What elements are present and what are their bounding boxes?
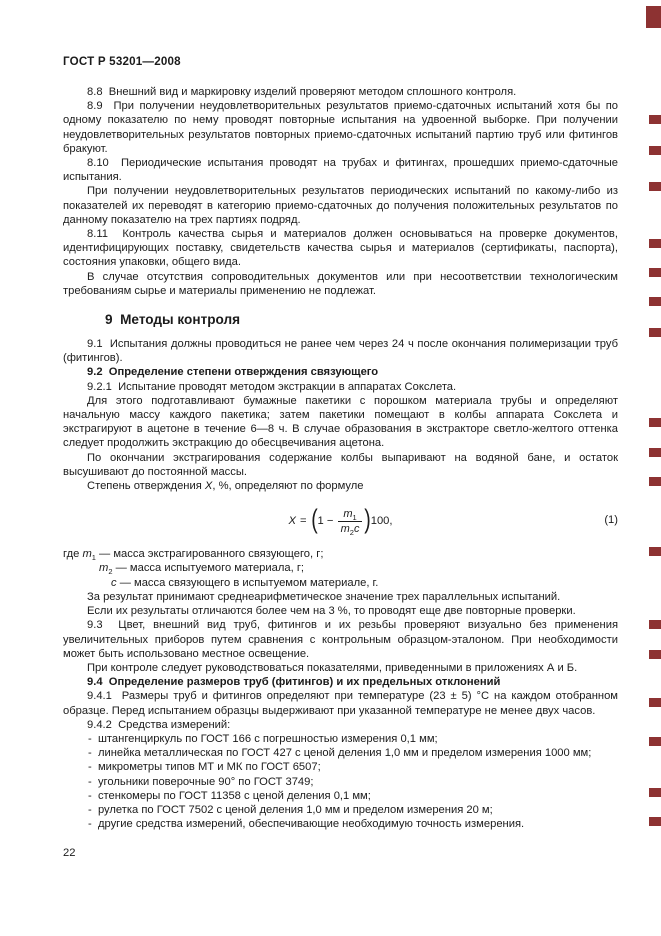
- list-item: - штангенциркуль по ГОСТ 166 с погрешностью измерения 0,1 мм;: [88, 732, 438, 745]
- margin-mark: [649, 620, 661, 629]
- paragraph: При контроле следует руководствоваться показателями, приведенными в приложениях А и Б.: [87, 661, 578, 674]
- formula-expression: [288, 506, 392, 536]
- variable-symbol: m: [99, 562, 109, 575]
- paragraph: 9.3 Цвет, внешний вид труб, фитингов и их резьбы проверяют визуально без применения увеличительных приборов путем сравнения с контрольным образцом-эталоном. При необходимости может быть использовано местное освещение.: [63, 619, 618, 660]
- equation-number: (1): [604, 514, 618, 527]
- paragraph: При получении неудовлетворительных результатов периодических испытаний по какому-либо из показателей их переводят в категорию приемо-сдаточных до получения положительных результатов по данному показателю на трех партиях подряд.: [63, 185, 618, 226]
- formula-lhs: X: [288, 515, 296, 528]
- paragraph: В случае отсутствия сопроводительных документов или при несоответствии технологическим требованиям сырье и материалы применению не подлежат.: [63, 270, 618, 297]
- page-number: 22: [63, 847, 76, 859]
- margin-mark: [649, 115, 661, 124]
- margin-mark: [649, 698, 661, 707]
- variable-symbol: m: [82, 548, 92, 561]
- text-run: — масса экстрагированного связующего, г;: [95, 548, 324, 561]
- paragraph: [63, 479, 618, 493]
- margin-mark: [649, 297, 661, 306]
- paragraph: 9.2.1 Испытание проводят методом экстракции в аппаратах Сокслета.: [87, 380, 457, 393]
- margin-mark: [649, 268, 661, 277]
- margin-mark: [649, 239, 661, 248]
- formula-block: [63, 503, 618, 539]
- paragraph: 8.10 Периодические испытания проводят на трубах и фитингах, прошедших приемо-сдаточные испытания.: [63, 157, 618, 184]
- section-heading: 9 Методы контроля: [105, 312, 241, 328]
- paragraph: 9.4.2 Средства измерений:: [87, 718, 231, 731]
- paragraph: Для этого подготавливают бумажные пакетики с порошком материала трубы и определяют начальную массу каждого пакетика; затем пакетики помещают в колбы аппарата Сокслета и экстрагируют в ацетоне в течение 6—8 ч. В случае образования в экстракторе светло-желтого оттенка следует продолжить экстракцию до обесцвечивания ацетона.: [63, 394, 618, 450]
- legend-line: [63, 547, 618, 561]
- formula-factor: 100,: [370, 515, 393, 528]
- variable-symbol: m: [343, 507, 353, 520]
- variable-subscript: 1: [91, 553, 96, 563]
- paragraph: 8.8 Внешний вид и маркировку изделий проверяют методом сплошного контроля.: [87, 86, 517, 98]
- list-item: - микрометры типов МТ и МК по ГОСТ 6507;: [88, 761, 321, 774]
- paragraph: 9.4.1 Размеры труб и фитингов определяют при температуре (23 ± 5) °С на каждом отобранном образце. Перед испытанием образцы выдерживают при указанной температуре не менее двух часов.: [63, 690, 618, 717]
- variable-symbol: X: [204, 480, 213, 493]
- equals-sign: =: [299, 515, 307, 528]
- paragraph: 9.1 Испытания должны проводиться не ранее чем через 24 ч после окончания полимеризации труб (фитингов).: [63, 338, 618, 365]
- document-body: [63, 85, 618, 831]
- margin-mark: [649, 788, 661, 797]
- open-paren: (: [310, 504, 318, 535]
- margin-mark: [649, 146, 661, 155]
- paragraph: По окончании экстрагирования содержание колбы выпаривают на водяной бане, и остаток высушивают до постоянной массы.: [63, 451, 618, 478]
- text-run: — масса связующего в испытуемом материале, г.: [116, 576, 379, 589]
- margin-mark: [649, 328, 661, 337]
- variable-symbol: m: [340, 522, 350, 535]
- fraction: [338, 508, 361, 535]
- paragraph: За результат принимают среднеарифметическое значение трех параллельных испытаний.: [87, 590, 561, 603]
- variable-subscript: 2: [349, 527, 354, 537]
- text-run: Степень отверждения: [87, 480, 205, 493]
- variable-symbol: c: [111, 576, 117, 589]
- list-item: - угольники поверочные 90° по ГОСТ 3749;: [88, 775, 314, 788]
- fraction-numerator: [338, 508, 361, 522]
- variable-symbol: c: [353, 522, 360, 535]
- margin-mark: [649, 817, 661, 826]
- margin-mark: [649, 418, 661, 427]
- text-run: где: [63, 548, 83, 561]
- fraction-denominator: [341, 522, 360, 535]
- list-item: - рулетка по ГОСТ 7502 с ценой деления 1,0 мм и пределом измерения 20 м;: [88, 803, 493, 816]
- margin-mark: [649, 547, 661, 556]
- subsection-heading: 9.2 Определение степени отверждения связующего: [87, 366, 379, 379]
- list-item: - линейка металлическая по ГОСТ 427 с ценой деления 1,0 мм и пределом измерения 1000 мм;: [88, 747, 592, 760]
- margin-mark: [649, 737, 661, 746]
- margin-mark: [646, 6, 661, 28]
- legend-line: [99, 561, 618, 575]
- legend-line: [111, 576, 618, 590]
- paragraph: 8.11 Контроль качества сырья и материалов должен основываться на проверке документов, идентифицирующих поставку, свидетельств качества сырья и материалов (сертификаты, паспорта), состояния упаковки, общего вида.: [63, 228, 618, 269]
- document-header: ГОСТ Р 53201—2008: [63, 55, 181, 68]
- paragraph: Если их результаты отличаются более чем на 3 %, то проводят еще две повторные проверки.: [87, 605, 576, 618]
- margin-mark: [649, 650, 661, 659]
- paragraph: 8.9 При получении неудовлетворительных результатов приемо-сдаточных испытаний хотя бы по одному показателю по нему проводят повторные испытания на удвоенной выборке. При получении неудовлетворительных результатов повторных приемо-сдаточных испытаний партию труб или фитингов бракуют.: [63, 100, 618, 155]
- list-item: - стенкомеры по ГОСТ 11358 с ценой деления 0,1 мм;: [88, 789, 371, 802]
- variable-subscript: 1: [352, 512, 357, 522]
- text-run: — масса испытуемого материала, г;: [112, 562, 305, 575]
- list-item: - другие средства измерений, обеспечивающие необходимую точность измерения.: [88, 818, 525, 831]
- variable-subscript: 2: [108, 567, 113, 577]
- margin-mark: [649, 448, 661, 457]
- formula-legend: [63, 547, 618, 590]
- close-paren: ): [363, 504, 371, 535]
- formula-constant: 1 −: [317, 515, 334, 528]
- margin-mark: [649, 477, 661, 486]
- margin-mark: [649, 182, 661, 191]
- text-run: , %, определяют по формуле: [212, 480, 364, 493]
- subsection-heading: 9.4 Определение размеров труб (фитингов) и их предельных отклонений: [87, 676, 501, 689]
